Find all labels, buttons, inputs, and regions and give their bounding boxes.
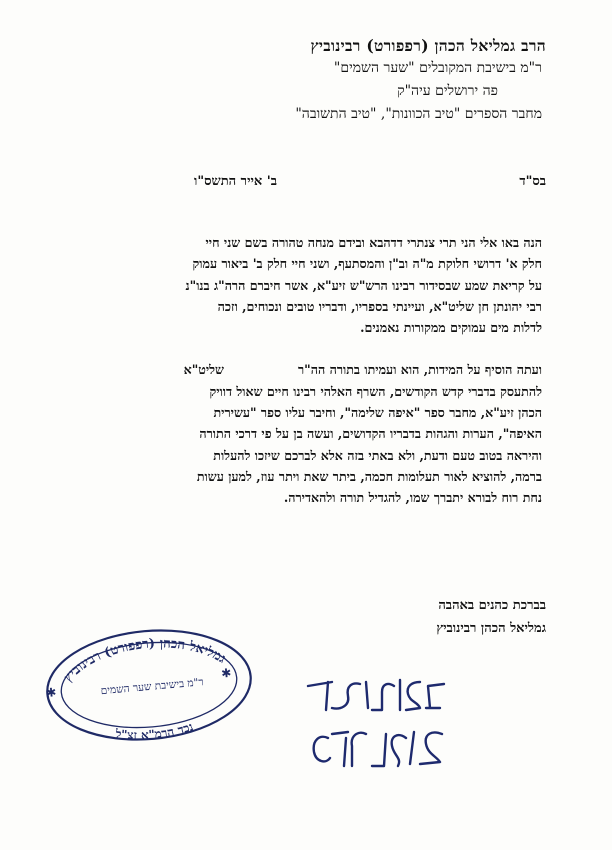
- paragraph-line: רבי יהונתן חן שליט"א, ועיינתי בספריו, ודבריו טובים ונכוחים, וזכה: [217, 298, 542, 314]
- paragraph-line: האיפה", הערות והגהות בדבריו הקדושים, ועשה בן על פי דרכי התורה: [199, 426, 542, 442]
- closing-blessing: בברכת כהנים באהבה: [438, 598, 546, 613]
- stamp-bottom-text: נכד הרמ"א זצ"ל: [114, 719, 195, 743]
- paragraph-line-end: שליט"א: [183, 362, 224, 378]
- letterhead-position: ר"מ בישיבת המקובלים "שער השמים": [333, 60, 542, 76]
- paragraph-line: חלק א' דרושי חלוקת מ"ה וב"ן והמסתעף, ושני חיי חלק ב' ביאור עמוק: [192, 256, 542, 272]
- stamp-outer-text: גמליאל הכהן (רפפורט) רבינוביץ: [61, 636, 229, 686]
- paragraph-line: ברמה, להוציא לאור תעלומות חכמה, ביתר שאת ויתר עוז, למען עשות: [196, 468, 542, 484]
- letterhead-name: הרב גמליאל הכהן (רפפורט) רבינוביץ: [310, 36, 546, 55]
- paragraph-line-start: ועתה הוסיף על המידות, הוא ועמיתו בתורה הה"ר: [297, 362, 542, 378]
- stamp-star-left: ✱: [45, 685, 57, 700]
- rabbinic-stamp: [40, 624, 258, 746]
- handwritten-signature: [302, 668, 452, 788]
- stamp-star-right: ✱: [220, 665, 232, 681]
- bsd-mark: בס"ד: [519, 174, 546, 189]
- letterhead: [206, 34, 546, 126]
- paragraph-line: לדלות מים עמוקים ממקורות נאמנים.: [360, 320, 542, 336]
- paragraph-1: [66, 232, 542, 338]
- paragraph-line: הנה באו אלי הני תרי צנתרי דדהבא ובידם מנחה טהורה בשם שני חיי: [205, 235, 542, 250]
- paragraph-line: על קריאת שמע שבסידור רבינו הרש"ש זיע"א, אשר חיברם הרה"ג בנו"נ: [185, 277, 542, 293]
- letterhead-city: פה ירושלים עיה"ק: [397, 83, 498, 99]
- paragraph-line: והיראה בטוב טעם ודעת, ולא באתי בזה אלא לברכם שיזכו להעלות: [213, 447, 542, 463]
- paragraph-line: נחת רוח לבורא יתברך שמו, להגדיל תורה ולהאדירה.: [283, 490, 542, 506]
- paragraph-line: הכהן זיע"א, מחבר ספר "איפה שלימה", וחיבר עליו ספר "עשירית: [213, 405, 542, 421]
- closing: [436, 594, 546, 640]
- letterhead-author: מחבר הספרים "טיב הכוונות", "טיב התשובה": [295, 106, 542, 122]
- stamp-inner-text: ר"מ בישיבת שער השמים: [100, 676, 205, 698]
- paragraph-2: [66, 359, 542, 508]
- closing-name: גמליאל הכהן רבינוביץ: [436, 621, 546, 636]
- paragraph-line: להתעסק בדברי קדש הקודשים, השרף האלהי רבינו חיים שאול דוויק: [209, 383, 542, 399]
- signature-text-line1: [302, 668, 303, 669]
- letter-date: ב' אייר התשס"ו: [194, 174, 277, 189]
- letter-body: [66, 232, 542, 530]
- paragraph-line: [66, 359, 542, 380]
